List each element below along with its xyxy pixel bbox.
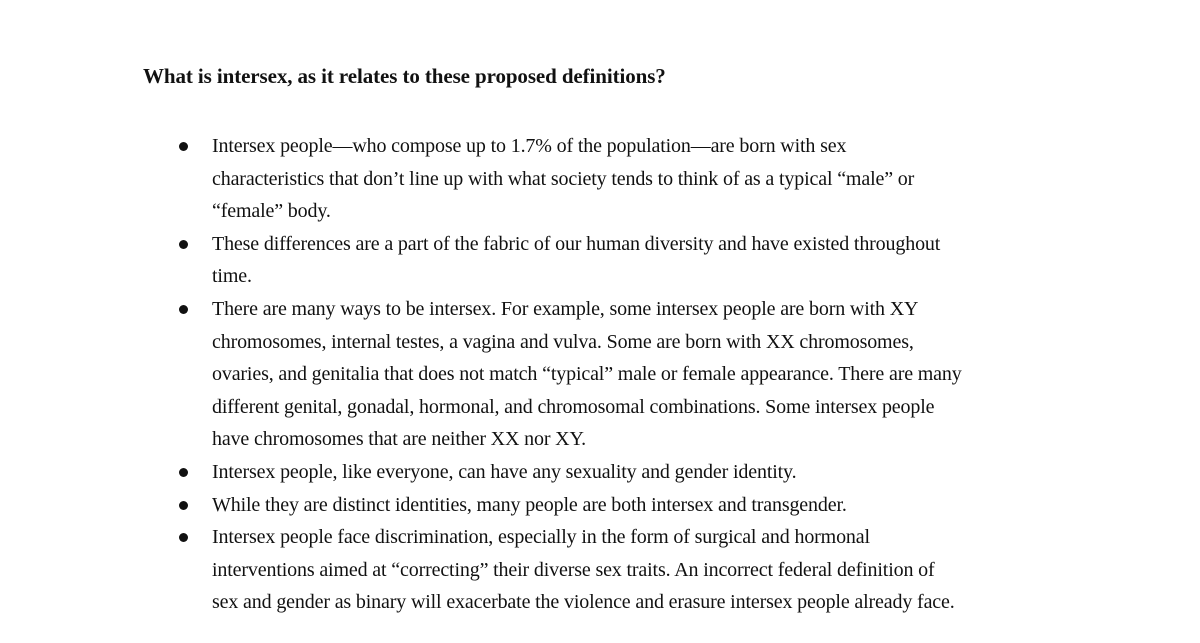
bullet-text-line: ovaries, and genitalia that does not match “typical” male or female appearance. There are many bbox=[212, 363, 962, 386]
bullet-text-line: characteristics that don’t line up with what society tends to think of as a typical “male” or bbox=[212, 167, 915, 190]
bullet-dot-icon bbox=[179, 501, 188, 510]
bullet-text-line: Intersex people, like everyone, can have any sexuality and gender identity. bbox=[212, 460, 797, 483]
bullet-text-line: These differences are a part of the fabric of our human diversity and have existed throughout bbox=[212, 232, 941, 255]
bullet-item bbox=[176, 521, 1066, 619]
bullet-dot-icon bbox=[179, 240, 188, 249]
bullet-text-line: time. bbox=[212, 265, 252, 288]
section-heading: What is intersex, as it relates to these proposed definitions? bbox=[143, 64, 666, 88]
bullet-item bbox=[176, 293, 1066, 456]
bullet-text-line: Intersex people face discrimination, especially in the form of surgical and hormonal bbox=[212, 526, 870, 549]
bullet-item bbox=[176, 489, 1066, 522]
bullet-dot-icon bbox=[179, 468, 188, 477]
bullet-text-line: There are many ways to be intersex. For example, some intersex people are born with XY bbox=[212, 297, 919, 320]
bullet-text-line: Intersex people—who compose up to 1.7% of the population—are born with sex bbox=[212, 135, 847, 157]
bullet-text-line: sex and gender as binary will exacerbate the violence and erasure intersex people already face. bbox=[212, 591, 955, 614]
bullet-text-line: have chromosomes that are neither XX nor XY. bbox=[212, 428, 587, 451]
bullet-dot-icon bbox=[179, 305, 188, 314]
bullet-text-line: While they are distinct identities, many people are both intersex and transgender. bbox=[212, 493, 847, 516]
bullet-dot-icon bbox=[179, 142, 188, 151]
bullet-text-line: “female” body. bbox=[212, 200, 331, 223]
bullet-item bbox=[176, 130, 1066, 228]
bullet-item bbox=[176, 456, 1066, 489]
bullet-dot-icon bbox=[179, 533, 188, 542]
bullet-text-line: interventions aimed at “correcting” their diverse sex traits. An incorrect federal definition of bbox=[212, 558, 935, 581]
bullet-item bbox=[176, 228, 1066, 293]
bullet-text-line: different genital, gonadal, hormonal, and chromosomal combinations. Some intersex people bbox=[212, 395, 935, 418]
bullet-text-line: chromosomes, internal testes, a vagina and vulva. Some are born with XX chromosomes, bbox=[212, 330, 914, 353]
bullet-list bbox=[176, 130, 1066, 619]
